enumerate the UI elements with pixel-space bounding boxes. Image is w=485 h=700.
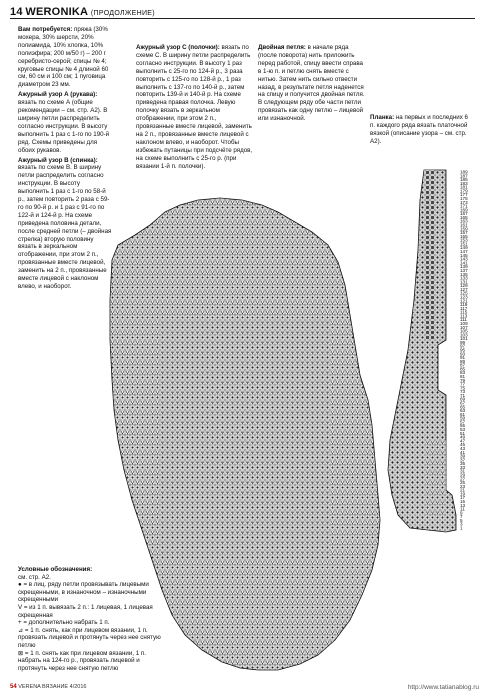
row-number: 99 bbox=[460, 339, 466, 345]
row-number: 113 bbox=[460, 313, 468, 319]
chart-c-row-numbers bbox=[460, 170, 468, 531]
row-number: 41 bbox=[460, 449, 466, 455]
header-subtitle: (ПРОДОЛЖЕНИЕ) bbox=[90, 10, 155, 17]
row-number: 21 bbox=[460, 487, 466, 493]
column-left bbox=[18, 26, 112, 293]
row-number: 67 bbox=[460, 400, 466, 406]
row-number: 163 bbox=[460, 218, 468, 224]
row-number: 9 bbox=[460, 510, 463, 516]
legend-item: ⊠ = 1 п. снять как при лицевом вязании, 1 п. набрать на 124-го р., провязать лицевой и протянуть через нее снятую петлю bbox=[18, 649, 146, 672]
row-number: 125 bbox=[460, 290, 468, 296]
row-number: 83 bbox=[460, 370, 466, 376]
brand-name: WERONIKA bbox=[25, 6, 89, 18]
row-number: 55 bbox=[460, 423, 466, 429]
materials-title: Вам потребуется: bbox=[18, 26, 73, 33]
row-number: 31 bbox=[460, 468, 466, 474]
legend-ref: см. стр. А2. bbox=[18, 573, 51, 581]
row-number: 17 bbox=[460, 495, 466, 501]
row-number: 187 bbox=[460, 173, 468, 179]
row-number: 107 bbox=[460, 324, 468, 330]
row-number: 71 bbox=[460, 392, 466, 398]
row-number: 127 bbox=[460, 286, 468, 292]
row-number: 143 bbox=[460, 256, 468, 262]
row-number: 49 bbox=[460, 434, 466, 440]
materials-text: пряжа (30% мохера, 30% шерсти, 20% полиамида, 10% хлопка, 10% полиэфира; 200 м/50 г) – 200 г серебристо-серой; спицы № 4; круговые спицы № 4 длиной 60 см, 60 см и 100 см; 1 пуговица диаметром 23 мм. bbox=[18, 26, 109, 89]
chart-c-placket-lower bbox=[426, 440, 446, 520]
row-number: 111 bbox=[460, 317, 467, 323]
row-number: 169 bbox=[460, 207, 468, 213]
row-number: 167 bbox=[460, 211, 468, 217]
row-number: 29 bbox=[460, 472, 466, 478]
row-number: 45 bbox=[460, 442, 466, 448]
row-number: 23 bbox=[460, 483, 466, 489]
row-number: 121 bbox=[460, 298, 468, 304]
row-number: 115 bbox=[460, 309, 468, 315]
column-right-1 bbox=[258, 44, 366, 125]
row-number: 69 bbox=[460, 396, 466, 402]
pattern-b-paragraph bbox=[18, 157, 112, 291]
row-number: 159 bbox=[460, 226, 468, 232]
row-number: 149 bbox=[460, 245, 468, 251]
row-number: 59 bbox=[460, 415, 466, 421]
row-number: 43 bbox=[460, 445, 466, 451]
row-number: 91 bbox=[460, 355, 466, 361]
row-number: 161 bbox=[460, 222, 468, 228]
pattern-c-paragraph bbox=[136, 44, 254, 171]
legend-item: ⊿ = 1 п. снять, как при лицевом вязании, 1 п. провязать лицевой и протянуть через нее снятую петлю bbox=[18, 626, 161, 649]
row-number: 47 bbox=[460, 438, 466, 444]
footer-page-number: 54 bbox=[10, 684, 17, 690]
legend bbox=[18, 566, 166, 672]
column-right-2 bbox=[370, 114, 470, 148]
row-number: 165 bbox=[460, 214, 468, 220]
page-number: 14 bbox=[10, 6, 23, 18]
row-number: 97 bbox=[460, 343, 466, 349]
legend-title: Условные обозначения: bbox=[18, 566, 93, 573]
row-number: 179 bbox=[460, 188, 468, 194]
row-number: 133 bbox=[460, 275, 468, 281]
row-number: 89 bbox=[460, 358, 466, 364]
double-loop-text: в начале ряда (после поворота) нить приложить перед работой, спицу ввести справа в 1-ю п. и петлю снять вместе с нитью. Затем нить сильно отвести назад, в результате петля наденется на спицу и получится двойная петля. В следующем ряду обе части петли провязать как одну петлю – лицевой или изнаночной. bbox=[258, 44, 365, 123]
row-number: 87 bbox=[460, 362, 466, 368]
row-number: 57 bbox=[460, 419, 466, 425]
row-number: 79 bbox=[460, 377, 466, 383]
row-number: 131 bbox=[460, 279, 468, 285]
row-number: 153 bbox=[460, 237, 468, 243]
row-number: 185 bbox=[460, 177, 468, 183]
row-number: 25 bbox=[460, 480, 466, 486]
row-number: 63 bbox=[460, 408, 466, 414]
chart-c-placket bbox=[424, 170, 434, 340]
row-number: 7 bbox=[460, 514, 463, 520]
row-number: 171 bbox=[460, 203, 468, 209]
row-number: 117 bbox=[460, 305, 468, 311]
row-number: 73 bbox=[460, 389, 466, 395]
pattern-a-title: Ажурный узор А (рукава): bbox=[18, 91, 98, 99]
pattern-c-title: Ажурный узор С (полочки): bbox=[136, 44, 220, 51]
row-number: 5 bbox=[460, 517, 463, 523]
row-number: 173 bbox=[460, 199, 468, 205]
column-middle bbox=[136, 44, 254, 173]
row-number: 77 bbox=[460, 381, 466, 387]
row-number: 65 bbox=[460, 404, 466, 410]
row-number: 93 bbox=[460, 351, 466, 357]
row-number: 1 bbox=[460, 525, 463, 531]
page-footer bbox=[10, 684, 86, 690]
row-number: 175 bbox=[460, 196, 468, 202]
row-number: 155 bbox=[460, 233, 468, 239]
row-number: 11 bbox=[460, 506, 465, 512]
row-number: 3 bbox=[460, 521, 463, 527]
pattern-a-text: вязать по схеме А (общие рекомендации – см. стр. А2). В ширину петли распределить согласно инструкции. В высоту выполнить 1 раз с 1-го по 190-й ряд. Схемы приведены для обоих рукавов. bbox=[18, 99, 110, 154]
row-number: 53 bbox=[460, 427, 466, 433]
row-number: 183 bbox=[460, 180, 468, 186]
footer-magazine: VERENA ВЯЗАНИЕ 4/2016 bbox=[18, 684, 87, 690]
row-number: 105 bbox=[460, 328, 468, 334]
pattern-b-text: вязать по схеме В. В ширину петли распределить согласно инструкции. В высоту выполнить 1 раз с 1-го по 58-й р., затем повторить 2 раза с 59-го по 90-й р. и 1 раз с 91-го по 122-й и 124-й р. На схеме приведена половина детали, после средней петли (– двойная стрелка) вторую половину вязать в зеркальном отображении, при этом 2 п., провязанные вместе лицевой, заменить на 2 п., провязанные вместе лицевой с наклоном влево, и наоборот. bbox=[18, 164, 112, 290]
row-number: 109 bbox=[460, 320, 468, 326]
row-number: 177 bbox=[460, 192, 468, 198]
row-number: 137 bbox=[460, 267, 468, 273]
chart-b-overlay bbox=[160, 320, 330, 560]
row-number: 81 bbox=[460, 374, 466, 380]
placket-text: на первых и последних 6 п. каждого ряда вязать платочной вязкой (описание узора – см. стр. А2). bbox=[370, 114, 468, 145]
row-number: 147 bbox=[460, 249, 468, 255]
row-number: 51 bbox=[460, 430, 466, 436]
pattern-a-paragraph bbox=[18, 91, 112, 154]
source-url[interactable]: http://www.tatianablog.ru bbox=[407, 684, 479, 691]
row-number: 139 bbox=[460, 264, 468, 270]
row-number: 151 bbox=[460, 241, 468, 247]
row-number: 157 bbox=[460, 230, 468, 236]
row-number: 33 bbox=[460, 464, 466, 470]
row-number: 119 bbox=[460, 302, 468, 308]
row-number: 101 bbox=[460, 336, 468, 342]
row-number: 61 bbox=[460, 411, 466, 417]
row-number: 123 bbox=[460, 294, 468, 300]
row-number: 13 bbox=[460, 502, 466, 508]
row-number: 35 bbox=[460, 461, 466, 467]
legend-item: V = из 1 п. вывязать 2 п.: 1 лицевая, 1 лицевая скрещенная bbox=[18, 603, 153, 619]
row-number: 95 bbox=[460, 347, 466, 353]
legend-item: ● = в лиц. ряду петли провязывать лицевыми скрещенными, в изнаночном – изнаночными скрещенными bbox=[18, 581, 149, 604]
materials-paragraph bbox=[18, 26, 112, 89]
legend-item: + = дополнительно набрать 1 п. bbox=[18, 619, 110, 627]
double-loop-paragraph bbox=[258, 44, 366, 123]
row-number: 103 bbox=[460, 332, 468, 338]
row-number: 141 bbox=[460, 260, 468, 266]
row-number: 19 bbox=[460, 491, 466, 497]
row-number: 145 bbox=[460, 252, 468, 258]
row-number: 15 bbox=[460, 498, 466, 504]
row-number: 135 bbox=[460, 271, 468, 277]
row-number: 181 bbox=[460, 184, 468, 190]
row-number: 85 bbox=[460, 366, 466, 372]
pattern-c-text: вязать по схеме С. В ширину петли распределить согласно инструкции. В высоту 1 раз выполнить с 25-го по 124-й р., 3 раза повторить с 125-го по 128-й р., 1 раз выполнить с 137-го по 140-й р., затем повторить 139-й и 140-й р. На схеме приведена правая полочка. Левую полочку вязать в зеркальном отображении, при этом 2 п., провязанные вместе лицевой, заменить на 2 п., провязанные вместе лицевой с наклоном влево, и наоборот. Чтобы избежать путаницы при подсчёте рядов, на схеме выполнить с 25-го р. (при вязании 1-й п. полочки). bbox=[136, 44, 253, 170]
row-number: 37 bbox=[460, 457, 466, 463]
pattern-b-title: Ажурный узор В (спинка): bbox=[18, 156, 98, 164]
double-loop-title: Двойная петля: bbox=[258, 44, 306, 51]
placket-paragraph bbox=[370, 114, 470, 146]
row-number: 39 bbox=[460, 453, 466, 459]
placket-title: Планка: bbox=[370, 114, 395, 121]
row-number: 129 bbox=[460, 283, 468, 289]
row-number: 75 bbox=[460, 385, 466, 391]
row-number: 27 bbox=[460, 476, 466, 482]
row-number: 189 bbox=[460, 169, 468, 175]
